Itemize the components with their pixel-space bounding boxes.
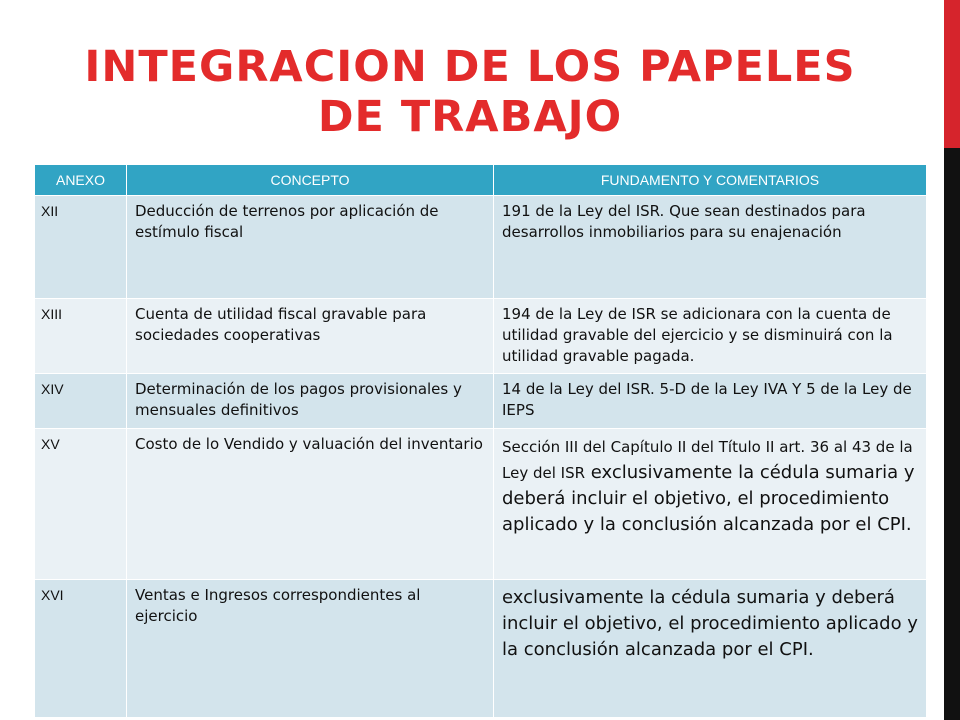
- cell-fundamento: 14 de la Ley del ISR. 5-D de la Ley IVA Y 5 de la Ley de IEPS: [494, 374, 927, 429]
- cell-anexo: XIII: [35, 299, 127, 374]
- cell-anexo: XVI: [35, 580, 127, 718]
- table-header-row: [35, 165, 927, 196]
- cell-fundamento: [494, 429, 927, 580]
- cell-concepto: Costo de lo Vendido y valuación del inventario: [127, 429, 494, 580]
- table-row: [35, 374, 927, 429]
- cell-anexo: XV: [35, 429, 127, 580]
- cell-anexo: XIV: [35, 374, 127, 429]
- header-fundamento: FUNDAMENTO Y COMENTARIOS: [494, 165, 927, 196]
- page-title: [30, 42, 910, 142]
- table-row: [35, 580, 927, 718]
- side-accent-red: [944, 0, 960, 148]
- fundamento-rest: exclusivamente la cédula sumaria y deberá incluir el objetivo, el procedimiento aplicado y la conclusión alcanzada por el CPI.: [502, 462, 915, 535]
- fundamento-text: exclusivamente la cédula sumaria y deberá incluir el objetivo, el procedimiento aplicado y la conclusión alcanzada por el CPI.: [502, 587, 918, 660]
- table-row: [35, 429, 927, 580]
- title-line-1: INTEGRACION DE LOS PAPELES: [84, 42, 856, 92]
- header-anexo: ANEXO: [35, 165, 127, 196]
- title-line-2: DE TRABAJO: [317, 92, 623, 142]
- papeles-table: [34, 164, 927, 718]
- cell-concepto: Cuenta de utilidad fiscal gravable para sociedades cooperativas: [127, 299, 494, 374]
- cell-concepto: Determinación de los pagos provisionales y mensuales definitivos: [127, 374, 494, 429]
- cell-fundamento: 191 de la Ley del ISR. Que sean destinados para desarrollos inmobiliarios para su enajenación: [494, 196, 927, 299]
- table-row: [35, 196, 927, 299]
- cell-fundamento: [494, 580, 927, 718]
- table-row: [35, 299, 927, 374]
- fundamento-lead: Sección III del Capítulo II del Título II art. 36 al 43 de la Ley del ISR: [502, 438, 913, 482]
- cell-concepto: Ventas e Ingresos correspondientes al ejercicio: [127, 580, 494, 718]
- cell-anexo: XII: [35, 196, 127, 299]
- header-concepto: CONCEPTO: [127, 165, 494, 196]
- cell-fundamento: 194 de la Ley de ISR se adicionara con la cuenta de utilidad gravable del ejercicio y se disminuirá con la utilidad gravable pagada.: [494, 299, 927, 374]
- cell-concepto: Deducción de terrenos por aplicación de estímulo fiscal: [127, 196, 494, 299]
- side-accent-black: [944, 148, 960, 720]
